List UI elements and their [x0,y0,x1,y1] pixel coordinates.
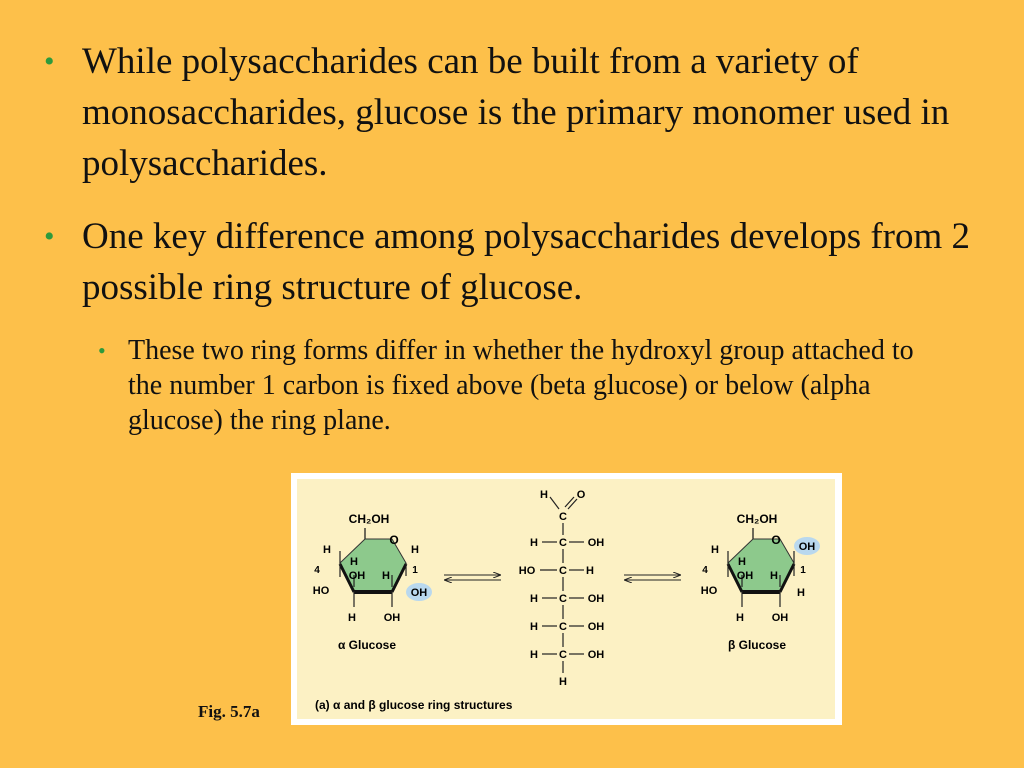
figure-frame [291,473,842,725]
beta-glucose [701,512,820,652]
beta-c4-number: 4 [702,565,708,576]
linear-row-4-c: C [559,621,567,633]
sub-bullet-1-text: These two ring forms differ in whether the hydroxyl group attached to the number 1 carbon is fixed above (beta glucose) or below (alpha glucose) the ring plane. [128,335,914,436]
beta-h-c2: H [770,570,778,582]
linear-row-3-c: C [559,593,567,605]
equilibrium-arrow-right [624,575,681,580]
beta-oh-bottom: OH [771,612,789,624]
bullet-1 [40,36,990,189]
linear-row-2-right: H [586,565,594,577]
alpha-oh-bottom: OH [383,612,401,624]
beta-h-left: H [711,544,719,556]
alpha-h-center: H [350,556,358,568]
beta-h-bottom: H [736,612,744,624]
beta-ch2oh: CH₂OH [736,512,778,526]
linear-row-1-right: OH [587,537,605,549]
alpha-oh-center: OH [348,570,366,582]
alpha-glucose-label: α Glucose [337,638,397,652]
bullet-dot: • [44,220,55,253]
alpha-ch2oh: CH₂OH [348,512,390,526]
linear-row-3-right: OH [587,593,605,605]
beta-h-center: H [738,556,746,568]
linear-row-3-left: H [530,593,538,605]
alpha-c4-number: 4 [314,565,320,576]
alpha-ring-o: O [389,533,399,547]
figure-caption: Fig. 5.7a [198,702,260,721]
linear-row-4-right: OH [587,621,605,633]
figure-panel-label: (a) α and β glucose ring structures [315,698,513,712]
beta-oh-c1: OH [798,541,816,553]
alpha-glucose [313,512,432,652]
sub-bullet-1 [98,333,928,438]
alpha-h-c2: H [382,570,390,582]
linear-row-5-right: OH [587,649,605,661]
alpha-h-left: H [323,544,331,556]
linear-row-2-left: HO [518,565,536,577]
linear-top-h: H [540,489,548,501]
beta-ho-left: HO [700,585,718,597]
linear-row-5-c: C [559,649,567,661]
beta-oh-center: OH [736,570,754,582]
glucose-diagram [297,479,835,719]
linear-row-5-left: H [530,649,538,661]
beta-glucose-label: β Glucose [727,638,787,652]
alpha-ho-left: HO [312,585,330,597]
linear-bottom-h: H [559,676,567,688]
bullet-dot: • [98,338,106,363]
linear-row-1-left: H [530,537,538,549]
beta-ring-o: O [771,533,781,547]
alpha-h-c5: H [411,544,419,556]
linear-c1: C [559,511,567,523]
linear-row-1-c: C [559,537,567,549]
bullet-dot: • [44,45,55,78]
equilibrium-arrow-left [444,575,501,580]
bullet-2 [40,211,990,313]
beta-c1-number: 1 [800,565,806,576]
linear-glucose [519,489,605,688]
bullet-1-text: While polysaccharides can be built from a variety of monosaccharides, glucose is the primary monomer used in polysaccharides. [82,41,950,184]
alpha-h-bottom: H [348,612,356,624]
bullet-2-text: One key difference among polysaccharides develops from 2 possible ring structure of glucose. [82,216,971,308]
figure-panel [297,479,835,719]
linear-row-4-left: H [530,621,538,633]
alpha-c1-number: 1 [412,565,418,576]
alpha-oh-c1: OH [410,587,428,599]
linear-top-o: O [576,489,586,501]
beta-h-c1: H [797,587,805,599]
linear-row-2-c: C [559,565,567,577]
